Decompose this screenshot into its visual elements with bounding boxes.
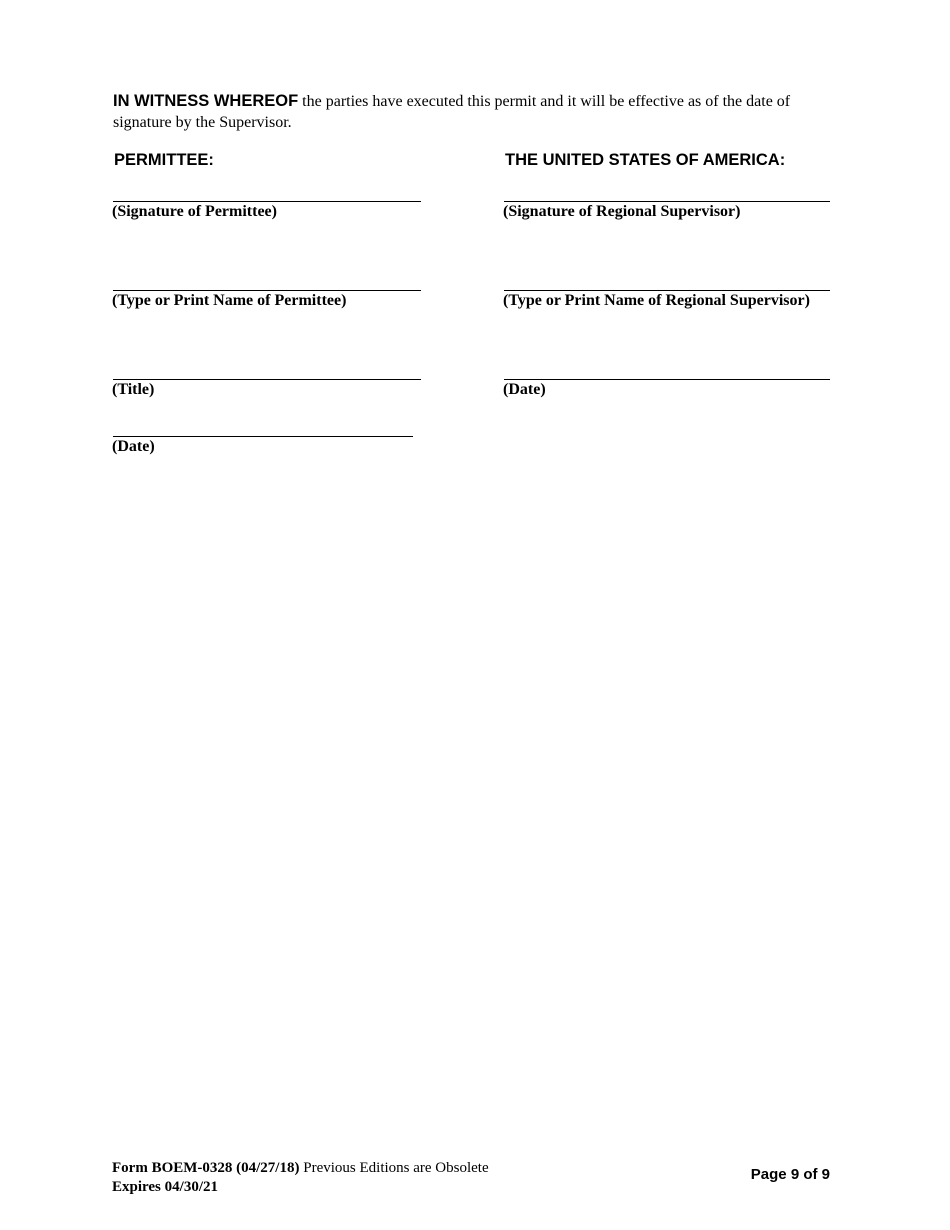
supervisor-signature-label: (Signature of Regional Supervisor) xyxy=(503,203,741,220)
supervisor-signature-line[interactable] xyxy=(504,201,830,202)
permittee-signature-label: (Signature of Permittee) xyxy=(112,203,277,220)
editions-note: Previous Editions are Obsolete xyxy=(303,1160,489,1176)
witness-statement xyxy=(113,91,843,133)
permittee-name-label: (Type or Print Name of Permittee) xyxy=(112,292,347,309)
permittee-title-line[interactable] xyxy=(113,379,421,380)
supervisor-name-label: (Type or Print Name of Regional Supervisor) xyxy=(503,292,810,309)
supervisor-name-line[interactable] xyxy=(504,290,830,291)
permittee-signature-line[interactable] xyxy=(113,201,421,202)
supervisor-date-label: (Date) xyxy=(503,381,546,398)
form-id: Form BOEM-0328 (04/27/18) xyxy=(112,1160,300,1176)
supervisor-date-line[interactable] xyxy=(504,379,830,380)
permittee-date-label: (Date) xyxy=(112,438,155,455)
permittee-date-line[interactable] xyxy=(113,436,413,437)
expiration-date: Expires 04/30/21 xyxy=(112,1179,218,1195)
permittee-name-line[interactable] xyxy=(113,290,421,291)
permittee-heading: PERMITTEE: xyxy=(114,151,214,169)
form-footer xyxy=(112,1159,489,1197)
witness-lead: IN WITNESS WHEREOF xyxy=(113,92,299,110)
usa-heading: THE UNITED STATES OF AMERICA: xyxy=(505,151,786,169)
witness-text: the parties have executed this permit and it will be effective as of the date of signature by the Supervisor. xyxy=(113,93,791,131)
permittee-title-label: (Title) xyxy=(112,381,155,398)
page-number: Page 9 of 9 xyxy=(750,1166,830,1183)
